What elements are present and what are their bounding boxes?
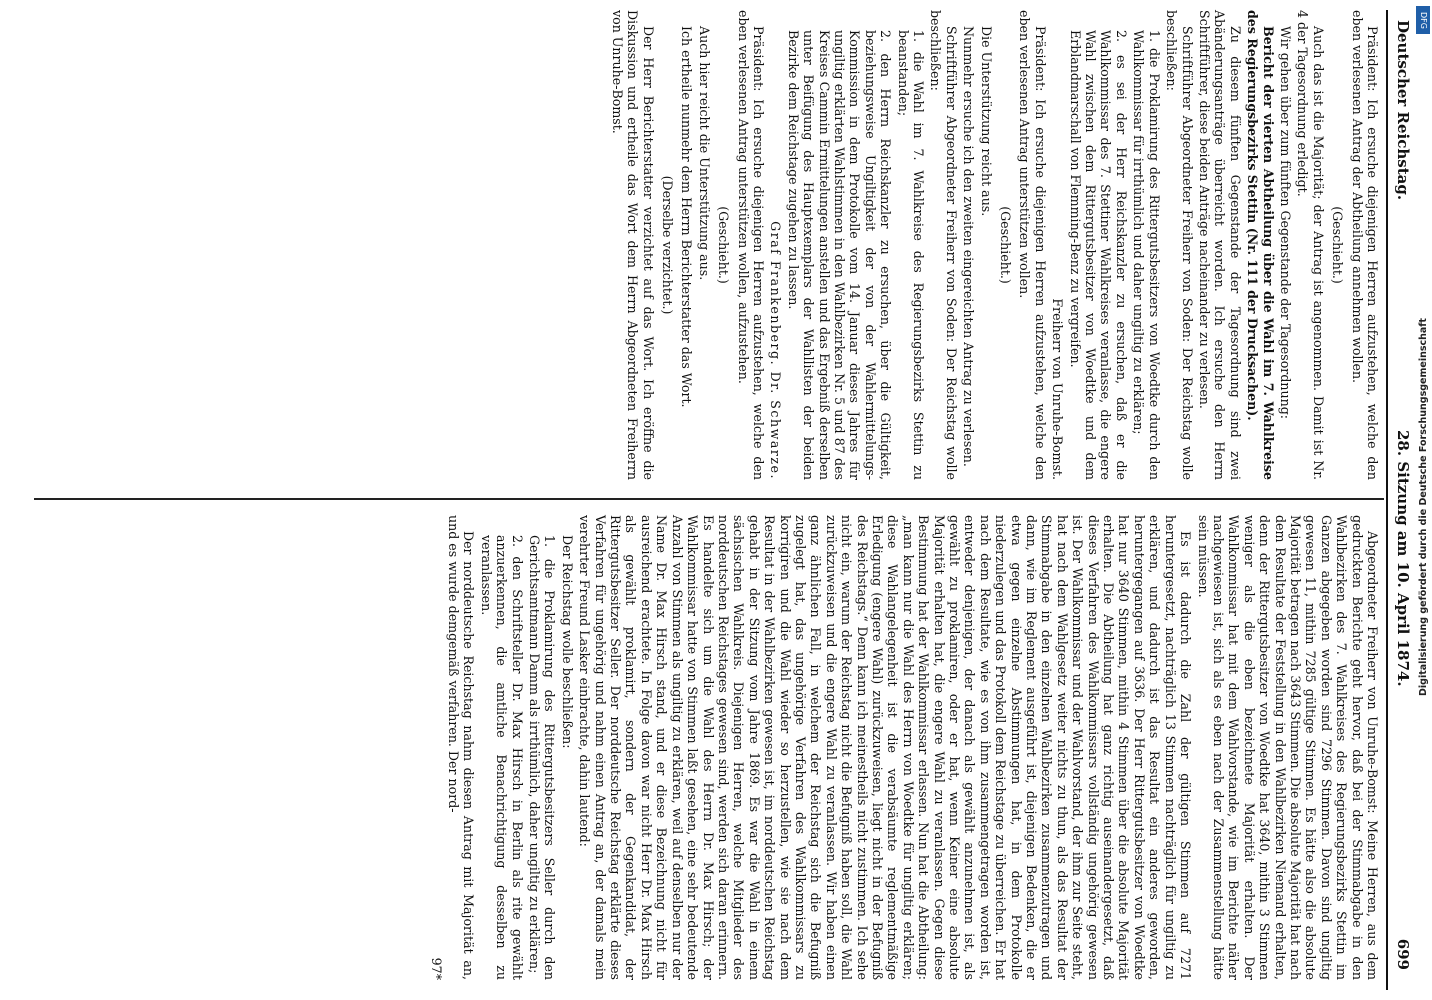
newspaper-page	[12, 10, 1412, 990]
paragraph: Präsident: Ich ersuche diejenigen Herren aufzustehen, welche den eben verlesenen Antrag unterstützen wollen, aufzustehen.	[735, 10, 766, 480]
stage-direction: (Geschieht.)	[998, 206, 1014, 284]
paragraph: Nunmehr ersuche ich den zweiten eingereichten Antrag zu verlesen.	[961, 26, 977, 467]
header-title: Deutscher Reichstag.	[1394, 20, 1412, 201]
stage-direction: (Derselbe verzichtet.)	[659, 175, 675, 315]
paragraph: Ich ertheile nunmehr dem Herrn Berichterstatter das Wort.	[679, 26, 695, 408]
paragraph: Abgeordneter Freiherr von Unruhe-Bomst: Meine Herren, aus dem gedruckten Berichte geht hervor, daß bei der Stimmabgabe in den Wahlbezirken des 7. Wahlkreises des Regierungsbezirks Stettin im Ganzen abgegeben worden sind 7296 Stimmen. Davon sind ungiltig gewesen 11, mithin 7285 gültige Stimmen. Es hätte also die absolute Majorität betragen nach 3643 Stimmen. Die absolute Majorität hat nach dem Resultate der Feststellung in den Wahlbezirken Niemand erhalten, denn der Rittergutsbesitzer von Woedtke hat 3640, mithin 3 Stimmen weniger als die eben bezeichnete Majorität erhalten. Der Wahlkommissar hat mit dem Wahlvorstande, wie im Berichte näher nachgewiesen ist, sich als es eben nach der Zusammenstellung hätte sein müssen.	[1195, 515, 1380, 980]
left-column	[607, 10, 1380, 480]
paragraph: Der norddeutsche Reichstag nahm diesen Antrag mit Majorität an, und es wurde demgemäß verfahren. Der nord-	[446, 515, 477, 980]
paragraph: Wir gehen über zum fünften Gegenstande der Tagesordnung:	[1277, 26, 1293, 420]
digitization-note: Digitalisierung gefördert durch die Deutsche Forschungsgemeinschaft	[1418, 318, 1429, 696]
paragraph: Der Herr Berichterstatter verzichtet auf das Wort. Ich eröffne die Diskussion und ertheile das Wort dem Herrn Abgeordneten Freiherrn von Unruhe-Bomst.	[609, 10, 656, 480]
signature-mark: 97*	[428, 957, 444, 980]
motion-item: 2. den Schriftsteller Dr. Max Hirsch in Berlin als rite gewählt anzuerkennen, die amtliche Benachrichtigung desselben zu veranlassen.	[478, 535, 525, 980]
motion-heading: Der Reichstag wolle beschließen:	[559, 535, 575, 749]
motion-item: 1. die Proklamirung des Rittergutsbesitzers von Woedtke durch den Wahlkommissar für irrthümlich und daher ungiltig zu erklären;	[1131, 30, 1162, 480]
paragraph: Auch das ist die Majorität; der Antrag ist angenommen. Damit ist Nr. 4 der Tagesordnung erledigt.	[1295, 10, 1326, 480]
header-rule	[1386, 10, 1388, 990]
paragraph: Präsident: Ich ersuche diejenigen Herren aufzustehen, welche den eben verlesenen Antrag der Abtheilung annehmen wollen.	[1349, 10, 1380, 480]
signature: Freiherr von Unruhe-Bomst.	[1050, 298, 1066, 480]
motion-item: 2. es sei der Herr Reichskanzler zu ersuchen, daß er die Wahlkommissar des 7. Stettiner Wahlkreises veranlasse, die engere Wahl zwischen dem Rittergutsbesitzer von Woedtke und dem Erblandmarschall von Flemming-Benz zu vergreifen.	[1067, 30, 1129, 480]
paragraph: Schriftführer Abgeordneter Freiherr von Soden: Der Reichstag wolle beschließen:	[928, 10, 959, 480]
header-session: 28. Sitzung am 10. April 1874.	[1394, 430, 1412, 687]
paragraph: Zu diesem fünften Gegenstande der Tagesordnung sind zwei Abänderungsanträge überreicht worden. Ich ersuche den Herrn Schriftführer, diese beiden Anträge nacheinander zu verlesen.	[1196, 10, 1243, 480]
signature: Graf Frankenberg. Dr. Schwarze.	[768, 221, 784, 480]
column-divider	[34, 498, 1384, 500]
paragraph: Schriftführer Abgeordneter Freiherr von Soden: Der Reichstag wolle beschließen:	[1164, 10, 1195, 480]
paragraph: Präsident: Ich ersuche diejenigen Herren aufzustehen, welche den eben verlesenen Antrag unterstützen wollen.	[1017, 10, 1048, 480]
paragraph: Es ist dadurch die Zahl der gültigen Stimmen auf 7271 heruntergesetzt, nachträglich 13 Stimmen nachträglich für ungiltig zu erklären, und dadurch ist das Resultat ein anderes geworden, heruntergegangen auf 3636. Der Herr Rittergutsbesitzer von Woedtke hat nur 3640 Stimmen, mithin 4 Stimmen über die absolute Majorität erhalten. Die Abtheilung hat ganz richtig auseinandergesetzt, daß dieses Verfahren des Wahlkommissars vollständig ungehörig gewesen ist. Der Wahlkommissar und der Wahlvorstand, der ihm zur Seite steht, hat nach dem Wahlgesetz weiter nichts zu thun, als das Resultat der Stimmabgabe in den einzelnen Wahlbezirken zusammenzutragen und dann, wie im Reglement ausgeführt ist, diejenigen Bedenken, die er etwa gegen einzelne Abstimmungen hat, in dem Protokolle niederzulegen und das Protokoll dem Reichstage zu überreichen. Er hat nach dem Resultate, wie es von ihm zusammengetragen worden ist, entweder denjenigen, der danach als gewählt anzunehmen ist, als gewählt zu proklamiren, oder er hat, wenn Keiner eine absolute Majorität erhalten hat, die engere Wahl zu veranlassen. Gegen diese Bestimmung hat der Wahlkommissar erlassen. Nun hat die Abtheilung: „man kann nur die Wahl des Herrn von Woedtke für ungiltig erklären; diese Wahlangelegenheit ist die verabsäumte reglementmäßige Erledigung (engere Wahl) zurückzuweisen, liegt nicht in der Befugniß des Reichstags.“ Denn kann ich meinestheils nicht zustimmen. Ich sehe nicht ein, warum der Reichstag nicht die Befugniß haben soll, die Wahl zurückzuweisen und die engere Wahl zu veranlassen. Wir haben einen ganz ähnlichen Fall, in welchem der Reichstag sich die Befugniß zugelegt hat, das ungehörige Verfahren des Wahlkommissars zu korrigiren und die Wahl wieder so herzustellen, wie sie nach dem Resultat in der Wahlbezirken gewesen ist, im norddeutschen Reichstag gehabt in der Sitzung vom Jahre 1869. Es war die Wahl in einem sächsischen Wahlkreis. Diejenigen Herren, welche Mitglieder des norddeutschen Reichstages gewesen sind, werden sich daran erinnern. Es handelte sich um die Wahl des Herrn Dr. Max Hirsch; der Wahlkommissar hatte von Stimmen laßt gesehen, eine sehr bedeutende Anzahl von Stimmen als ungiltig zu erklären, weil auf denselben nur der Name Dr. Max Hirsch stand, und er diese Bezeichnung nicht für ausreichend erachtete. In Folge davon war nicht Herr Dr. Max Hirsch als gewählt proklamirt, sondern der Gegenkandidat, der Rittergutsbesitzer Seller. Der norddeutsche Reichstag erklärte dieses Verfahren für ungehörig und nahm einen Antrag an, der damals mein verehrter Freund Lasker einbrachte, dahin lautend:	[577, 515, 1194, 980]
section-heading: Bericht der vierten Abtheilung über die Wahl im 7. Wahlkreise des Regierungsbezirks Stettin (Nr. 111 der Drucksachen).	[1245, 10, 1276, 480]
stage-direction: (Geschieht.)	[1330, 206, 1346, 284]
motion-item: 1. die Proklamirung des Rittergutsbesitzers Seller durch den Gerichtsamtmann Damm als irrthümlich, daher ungiltig zu erklären;	[527, 535, 558, 980]
paragraph: Auch hier reicht die Unterstützung aus.	[696, 26, 712, 281]
right-column	[426, 515, 1380, 980]
motion-item: 1. die Wahl im 7. Wahlkreise des Regierungsbezirks Stettin zu beanstanden;	[895, 30, 927, 480]
stage-direction: (Geschieht.)	[716, 206, 732, 284]
dfg-logo-badge: DFG	[1416, 6, 1430, 34]
page-header	[1390, 10, 1412, 990]
motion-item: 2. den Herrn Reichskanzler zu ersuchen, über die Gültigkeit, beziehungsweise Ungiltigkeit der von der Wahlermittelungs-Kommission in dem Protokolle vom 14. Januar dieses Jahres für ungiltig erklärten Wahlstimmen in den Wahlbezirken Nr. 5 und 87 des Kreises Cammin Ermittelungen anstellen und das Ergebniß derselben unter Beifügung des Hauptexemplars der Wahllisten der beiden Bezirke dem Reichstage zugehen zu lassen.	[785, 30, 894, 480]
paragraph: Die Unterstützung reicht aus.	[978, 26, 994, 217]
page-number: 699	[1394, 938, 1412, 970]
